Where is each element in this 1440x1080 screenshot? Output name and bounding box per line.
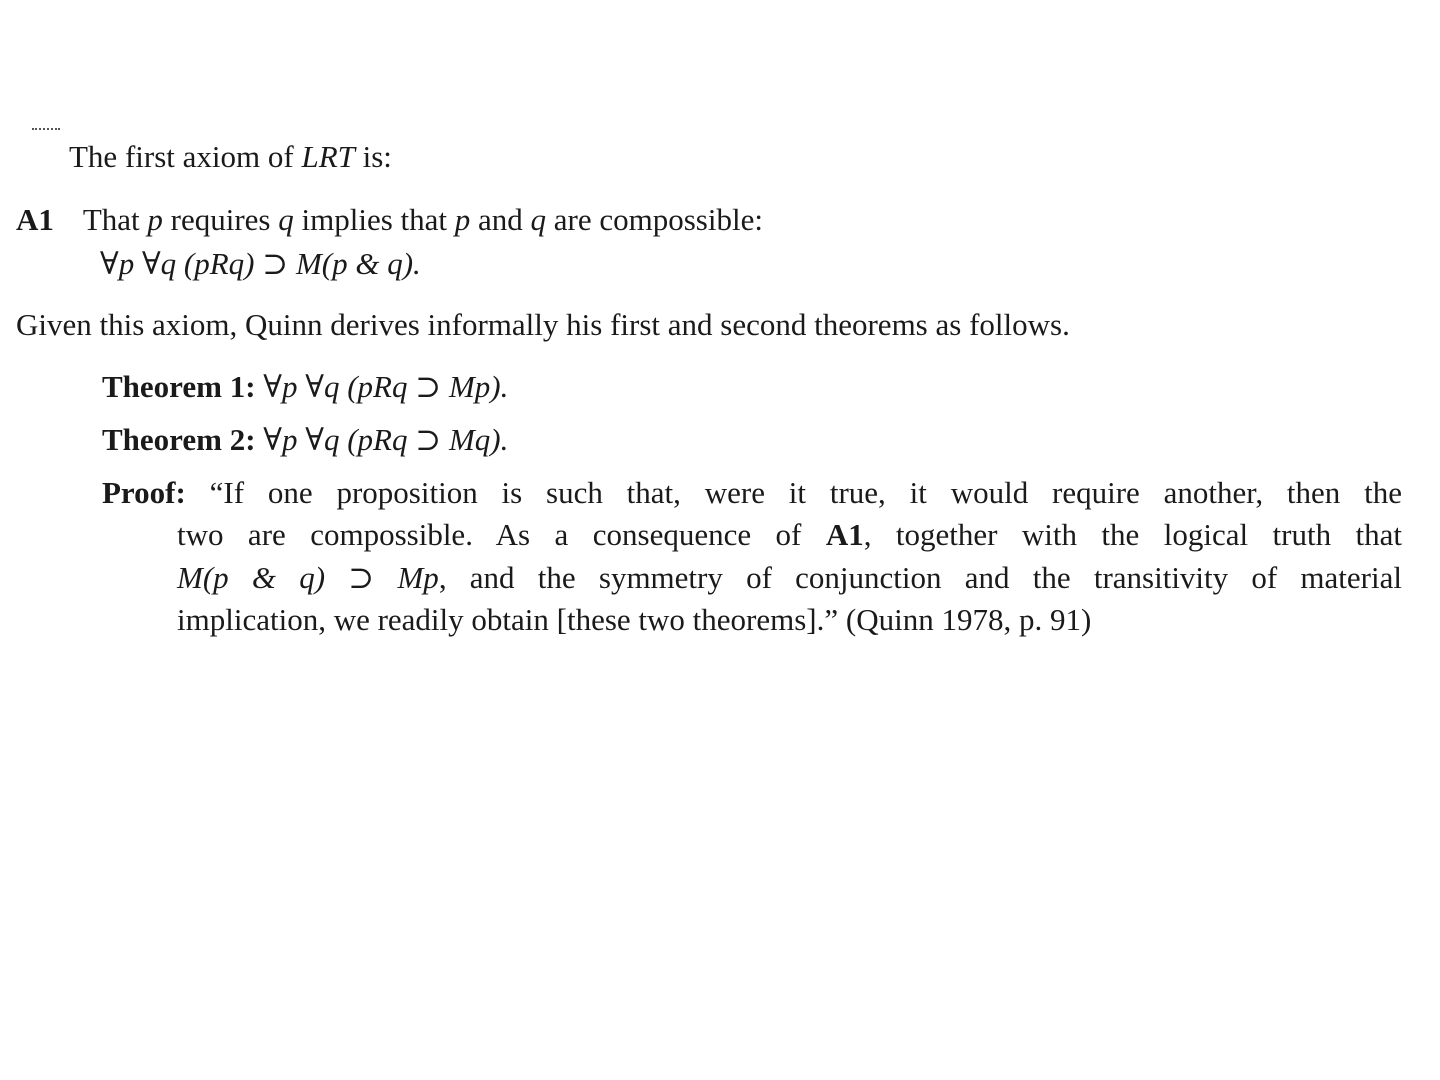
axiom-label: A1: [16, 202, 54, 237]
axiom-text: and: [470, 202, 531, 237]
proof-text: “If one proposition is such that, were it true, it would require another, then the: [209, 475, 1402, 510]
intro-paragraph: [69, 141, 392, 172]
axiom-var: p: [454, 202, 471, 237]
axiom-statement: [16, 204, 763, 235]
proof-text: , and the symmetry of conjunction and the transitivity of material: [438, 560, 1402, 595]
proof-line-1: [102, 477, 1402, 508]
theorem-2-label: Theorem 2:: [102, 422, 256, 457]
proof-line-4: implication, we readily obtain [these two theorems].” (Quinn 1978, p. 91): [177, 602, 1092, 637]
axiom-var: q: [278, 202, 294, 237]
theorem-2-formula: ∀p ∀q (pRq ⊃ Mq).: [263, 422, 509, 457]
axiom-text: That: [82, 202, 148, 237]
given-paragraph: Given this axiom, Quinn derives informally his first and second theorems as follows.: [16, 307, 1070, 342]
proof-ref-a1: A1: [825, 517, 864, 552]
proof-text: two are compossible. As a consequence of: [177, 517, 826, 552]
proof-line-2: [177, 519, 1402, 550]
proof-formula: M(p & q) ⊃ Mp: [177, 560, 439, 595]
axiom-var: q: [530, 202, 547, 237]
axiom-formula: ∀p ∀q (pRq) ⊃ M(p & q).: [100, 246, 421, 281]
intro-text-end: is:: [354, 139, 392, 174]
axiom-text: implies that: [293, 202, 455, 237]
intro-text: The first axiom of: [69, 139, 302, 174]
cut-off-mark: [32, 128, 60, 134]
theorem-2: [102, 424, 508, 455]
theorem-1: [102, 371, 508, 402]
axiom-var: p: [147, 202, 163, 237]
intro-italic: LRT: [301, 139, 355, 174]
theorem-1-label: Theorem 1:: [102, 369, 256, 404]
proof-label: Proof:: [102, 475, 186, 510]
proof-line-3: [177, 562, 1402, 593]
axiom-text: requires: [162, 202, 279, 237]
theorem-1-formula: ∀p ∀q (pRq ⊃ Mp).: [263, 369, 509, 404]
axiom-text: are compossible:: [546, 202, 763, 237]
proof-text: , together with the logical truth that: [863, 517, 1402, 552]
